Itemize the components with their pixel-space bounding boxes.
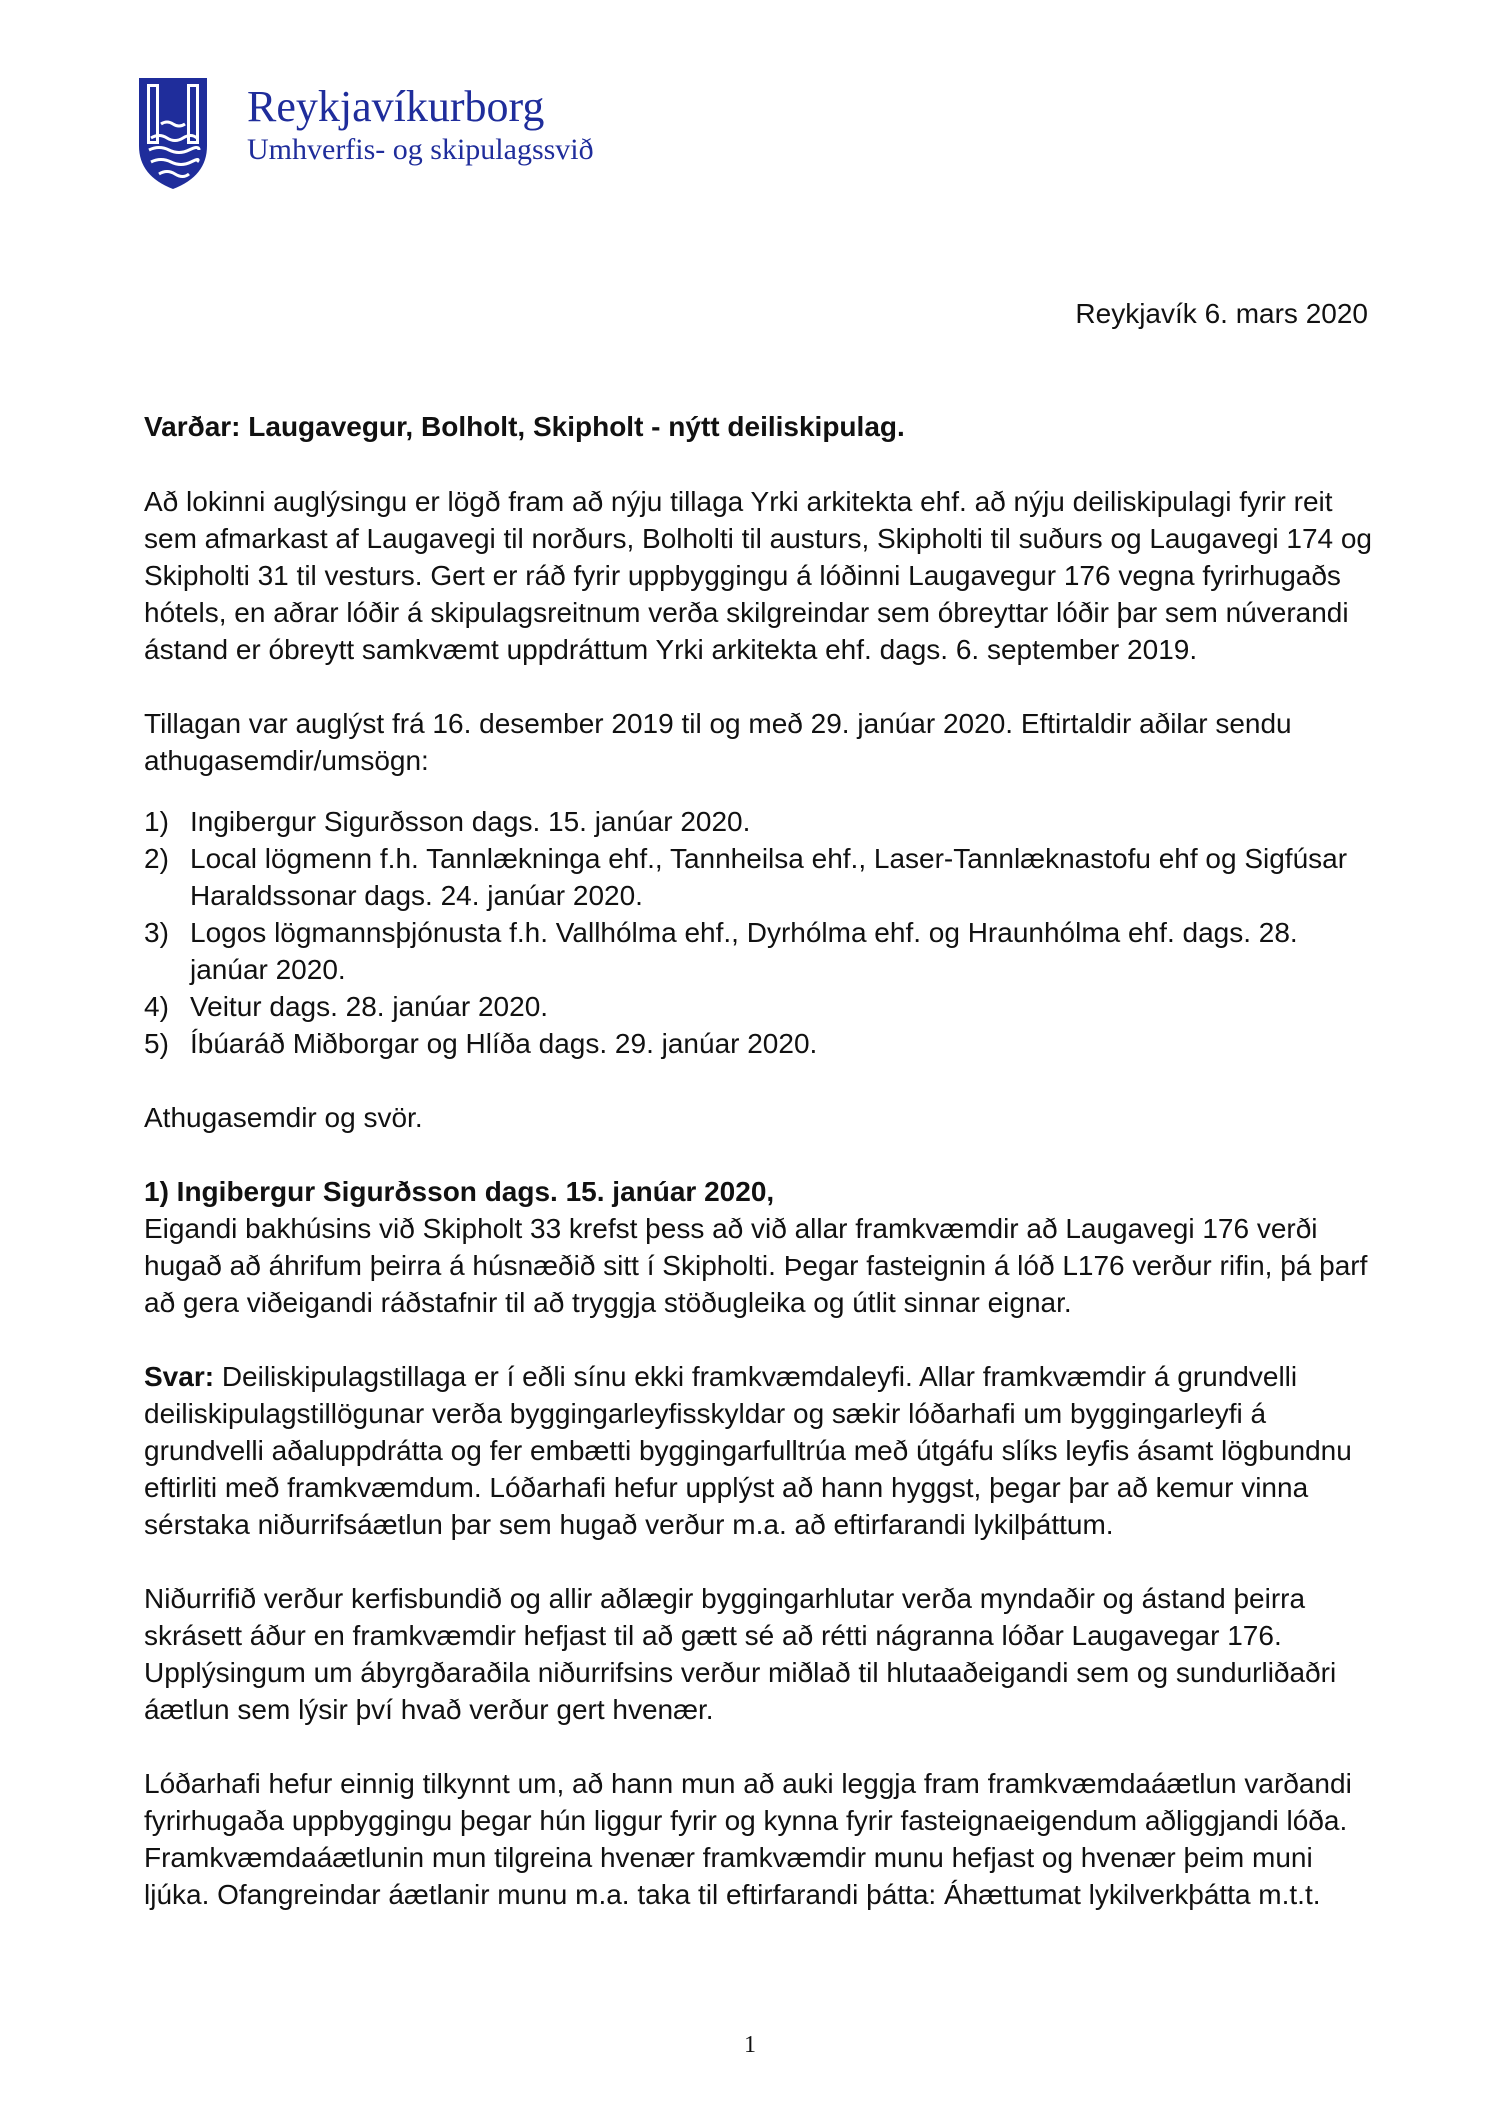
list-item: 3) Logos lögmannsþjónusta f.h. Vallhólma ehf., Dyrhólma ehf. og Hraunhólma ehf. dags. 28. janúar 2020. (144, 917, 1298, 985)
list-item: 4) Veitur dags. 28. janúar 2020. (144, 991, 549, 1022)
intro-paragraph: Að lokinni auglýsingu er lögð fram að nýju tillaga Yrki arkitekta ehf. að nýju deiliskipulagi fyrir reit sem afmarkast af Laugavegi til norðurs, Bolholti til austurs, Skipholti til suðurs og Laugavegi 174 og Skipholti 31 til vesturs. Gert er ráð fyrir uppbyggingu á lóðinni Laugavegur 176 vegna fyrirhugaðs hótels, en aðrar lóðir á skipulagsreitnum verða skilgreindar sem óbreyttar lóðir þar sem núverandi ástand er óbreytt samkvæmt uppdráttum Yrki arkitekta ehf. dags. 6. september 2019. (144, 486, 1373, 665)
letter-date: Reykjavík 6. mars 2020 (1075, 298, 1368, 329)
org-block (247, 82, 594, 168)
answer-text: Deiliskipulagstillaga er í eðli sínu ekki framkvæmdaleyfi. Allar framkvæmdir á grundvelli deiliskipulagstillögunar verða byggingarleyfisskyldar og sækir lóðarhafi um byggingarleyfi á grundvelli aðaluppdrátta og fer embætti byggingarfulltrúa með útgáfu slíks leyfis ásamt lögbundnu eftirliti með framkvæmdum. Lóðarhafi hefur upplýst að hann hyggst, þegar þar að kemur vinna sérstaka niðurrifsáætlun þar sem hugað verður m.a. að eftirfarandi lykilþáttum. (144, 1361, 1352, 1540)
section-1-paragraph-2: Niðurrifið verður kerfisbundið og allir aðlægir byggingarhlutar verða myndaðir og ástand þeirra skrásett áður en framkvæmdir hefjast til að gætt sé að rétti nágranna lóðar Laugavegar 176. Upplýsingum um ábyrgðaraðila niðurrifsins verður miðlað til hlutaaðeigandi sem og sundurliðaðri áætlun sem lýsir því hvað verður gert hvenær. (144, 1583, 1337, 1725)
letter-body (144, 408, 1380, 1950)
advertised-paragraph: Tillagan var auglýst frá 16. desember 2019 til og með 29. janúar 2020. Eftirtaldir aðilar sendu athugasemdir/umsögn: (144, 708, 1292, 776)
list-item: 1) Ingibergur Sigurðsson dags. 15. janúar 2020. (144, 806, 751, 837)
letter-subject: Varðar: Laugavegur, Bolholt, Skipholt - nýtt deiliskipulag. (144, 411, 905, 442)
section-1-title: 1) Ingibergur Sigurðsson dags. 15. janúar 2020, (144, 1176, 775, 1207)
comments-heading: Athugasemdir og svör. (144, 1102, 423, 1133)
section-1-paragraph-3: Lóðarhafi hefur einnig tilkynnt um, að hann mun að auki leggja fram framkvæmdaáætlun varðandi fyrirhugaða uppbyggingu þegar hún liggur fyrir og kynna fyrir fasteignaeigendum aðliggjandi lóða. Framkvæmdaáætlunin mun tilgreina hvenær framkvæmdir munu hefjast og hvenær þeim muni ljúka. Ofangreindar áætlanir munu m.a. taka til eftirfarandi þátta: Áhættumat lykilverkþátta m.t.t. (144, 1768, 1352, 1910)
commenters-list (144, 803, 1380, 1062)
section-1-answer (144, 1358, 1380, 1543)
list-item: 2) Local lögmenn f.h. Tannlækninga ehf., Tannheilsa ehf., Laser-Tannlæknastofu ehf og Sigfúsar Haraldssonar dags. 24. janúar 2020. (144, 843, 1348, 911)
list-item: 5) Íbúaráð Miðborgar og Hlíða dags. 29. janúar 2020. (144, 1028, 818, 1059)
org-department: Umhverfis- og skipulagssvið (247, 133, 594, 166)
section-1-comment: Eigandi bakhúsins við Skipholt 33 krefst þess að við allar framkvæmdir að Laugavegi 176 verði hugað að áhrifum þeirra á húsnæðið sitt í Skipholti. Þegar fasteignin á lóð L176 verður rifin, þá þarf að gera viðeigandi ráðstafnir til að tryggja stöðugleika og útlit sinnar eignar. (144, 1213, 1368, 1318)
reykjavik-crest-logo (137, 76, 209, 191)
letterhead (137, 76, 837, 191)
answer-label: Svar: (144, 1361, 215, 1392)
page-number: 1 (744, 2032, 756, 2058)
org-name: Reykjavíkurborg (247, 82, 545, 131)
